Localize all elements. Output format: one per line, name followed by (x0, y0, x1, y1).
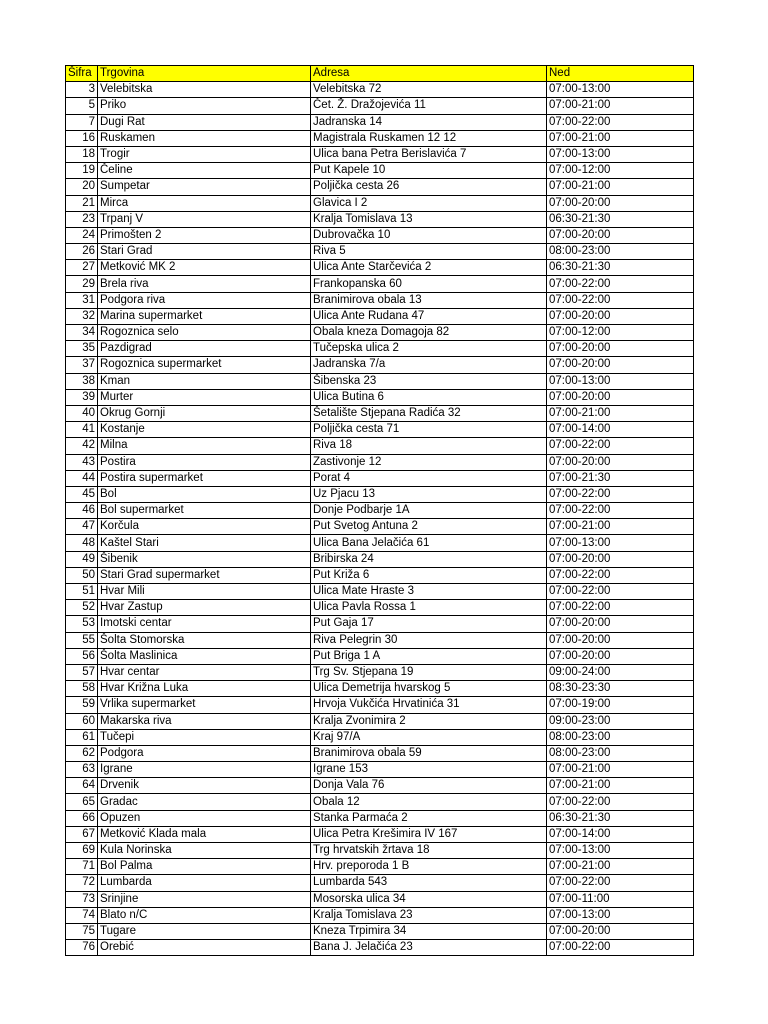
cell-adresa[interactable]: Jadranska 7/a (311, 357, 547, 373)
cell-sifra[interactable]: 24 (66, 227, 98, 243)
cell-trgovina[interactable]: Hvar centar (98, 664, 311, 680)
cell-adresa[interactable]: Porat 4 (311, 470, 547, 486)
cell-trgovina[interactable]: Kaštel Stari (98, 535, 311, 551)
cell-sifra[interactable]: 57 (66, 664, 98, 680)
cell-ned[interactable]: 06:30-21:30 (547, 260, 694, 276)
cell-trgovina[interactable]: Čeline (98, 163, 311, 179)
cell-adresa[interactable]: Uz Pjacu 13 (311, 486, 547, 502)
cell-sifra[interactable]: 50 (66, 567, 98, 583)
cell-sifra[interactable]: 53 (66, 616, 98, 632)
cell-ned[interactable]: 07:00-22:00 (547, 567, 694, 583)
cell-ned[interactable]: 08:00-23:00 (547, 745, 694, 761)
cell-ned[interactable]: 07:00-22:00 (547, 584, 694, 600)
cell-ned[interactable]: 07:00-21:00 (547, 130, 694, 146)
cell-trgovina[interactable]: Velebitska (98, 82, 311, 98)
table-row (66, 681, 694, 697)
cell-adresa[interactable]: Čet. Ž. Dražojevića 11 (311, 98, 547, 114)
cell-trgovina[interactable]: Postira (98, 454, 311, 470)
cell-adresa[interactable]: Mosorska ulica 34 (311, 891, 547, 907)
cell-trgovina[interactable]: Podgora riva (98, 292, 311, 308)
cell-adresa[interactable]: Kneza Trpimira 34 (311, 923, 547, 939)
cell-adresa[interactable]: Ulica Demetrija hvarskog 5 (311, 681, 547, 697)
cell-trgovina[interactable]: Metković MK 2 (98, 260, 311, 276)
table-row (66, 405, 694, 421)
cell-adresa[interactable]: Kralja Tomislava 23 (311, 907, 547, 923)
cell-trgovina[interactable]: Korčula (98, 519, 311, 535)
cell-adresa[interactable]: Donje Podbarje 1A (311, 503, 547, 519)
store-hours-table (65, 65, 694, 956)
cell-adresa[interactable]: Šetalište Stjepana Radića 32 (311, 405, 547, 421)
cell-trgovina[interactable]: Kman (98, 373, 311, 389)
cell-trgovina[interactable]: Kostanje (98, 422, 311, 438)
cell-sifra[interactable]: 65 (66, 794, 98, 810)
cell-sifra[interactable]: 56 (66, 648, 98, 664)
cell-sifra[interactable]: 35 (66, 341, 98, 357)
table-row (66, 260, 694, 276)
cell-adresa[interactable]: Igrane 153 (311, 762, 547, 778)
cell-sifra[interactable]: 32 (66, 308, 98, 324)
cell-ned[interactable]: 07:00-12:00 (547, 325, 694, 341)
cell-sifra[interactable]: 49 (66, 551, 98, 567)
cell-ned[interactable]: 07:00-13:00 (547, 82, 694, 98)
cell-sifra[interactable]: 75 (66, 923, 98, 939)
table-row (66, 762, 694, 778)
cell-trgovina[interactable]: Makarska riva (98, 713, 311, 729)
cell-ned[interactable]: 07:00-20:00 (547, 454, 694, 470)
cell-trgovina[interactable]: Marina supermarket (98, 308, 311, 324)
cell-adresa[interactable]: Obala kneza Domagoja 82 (311, 325, 547, 341)
cell-ned[interactable]: 07:00-21:00 (547, 98, 694, 114)
header-row (66, 66, 694, 82)
cell-adresa[interactable]: Glavica I 2 (311, 195, 547, 211)
cell-ned[interactable]: 07:00-20:00 (547, 923, 694, 939)
cell-trgovina[interactable]: Bol Palma (98, 859, 311, 875)
cell-ned[interactable]: 07:00-21:00 (547, 762, 694, 778)
cell-adresa[interactable]: Ulica Bana Jelačića 61 (311, 535, 547, 551)
cell-ned[interactable]: 07:00-21:00 (547, 859, 694, 875)
cell-sifra[interactable]: 3 (66, 82, 98, 98)
table-row (66, 341, 694, 357)
cell-ned[interactable]: 07:00-20:00 (547, 341, 694, 357)
cell-trgovina[interactable]: Milna (98, 438, 311, 454)
cell-ned[interactable]: 07:00-22:00 (547, 503, 694, 519)
table-row (66, 98, 694, 114)
cell-ned[interactable]: 09:00-23:00 (547, 713, 694, 729)
cell-adresa[interactable]: Ulica Ante Rudana 47 (311, 308, 547, 324)
table-row (66, 826, 694, 842)
cell-sifra[interactable]: 59 (66, 697, 98, 713)
table-row (66, 729, 694, 745)
cell-ned[interactable]: 07:00-20:00 (547, 616, 694, 632)
cell-trgovina[interactable]: Pazdigrad (98, 341, 311, 357)
cell-ned[interactable]: 07:00-22:00 (547, 292, 694, 308)
cell-ned[interactable]: 07:00-20:00 (547, 632, 694, 648)
cell-trgovina[interactable]: Ruskamen (98, 130, 311, 146)
table-row (66, 163, 694, 179)
table-row (66, 907, 694, 923)
cell-ned[interactable]: 07:00-22:00 (547, 114, 694, 130)
cell-trgovina[interactable]: Šolta Maslinica (98, 648, 311, 664)
cell-adresa[interactable]: Ulica Butina 6 (311, 389, 547, 405)
cell-adresa[interactable]: Poljička cesta 71 (311, 422, 547, 438)
cell-trgovina[interactable]: Stari Grad supermarket (98, 567, 311, 583)
cell-trgovina[interactable]: Murter (98, 389, 311, 405)
cell-ned[interactable]: 07:00-13:00 (547, 843, 694, 859)
header-sifra[interactable]: Šifra (66, 66, 98, 82)
cell-sifra[interactable]: 46 (66, 503, 98, 519)
cell-ned[interactable]: 07:00-22:00 (547, 794, 694, 810)
cell-adresa[interactable]: Hrvoja Vukčića Hrvatinića 31 (311, 697, 547, 713)
cell-trgovina[interactable]: Igrane (98, 762, 311, 778)
table-row (66, 503, 694, 519)
cell-sifra[interactable]: 26 (66, 244, 98, 260)
cell-ned[interactable]: 07:00-20:00 (547, 227, 694, 243)
cell-trgovina[interactable]: Opuzen (98, 810, 311, 826)
table-row (66, 454, 694, 470)
table-row (66, 325, 694, 341)
cell-sifra[interactable]: 27 (66, 260, 98, 276)
table-row (66, 859, 694, 875)
cell-trgovina[interactable]: Lumbarda (98, 875, 311, 891)
table-row (66, 843, 694, 859)
cell-trgovina[interactable]: Dugi Rat (98, 114, 311, 130)
cell-ned[interactable]: 07:00-13:00 (547, 373, 694, 389)
cell-ned[interactable]: 07:00-20:00 (547, 648, 694, 664)
cell-sifra[interactable]: 40 (66, 405, 98, 421)
cell-sifra[interactable]: 61 (66, 729, 98, 745)
cell-sifra[interactable]: 63 (66, 762, 98, 778)
table-row (66, 794, 694, 810)
cell-adresa[interactable]: Branimirova obala 59 (311, 745, 547, 761)
cell-adresa[interactable]: Ulica Petra Krešimira IV 167 (311, 826, 547, 842)
cell-sifra[interactable]: 55 (66, 632, 98, 648)
table-row (66, 664, 694, 680)
table-row (66, 227, 694, 243)
cell-sifra[interactable]: 64 (66, 778, 98, 794)
table-row (66, 438, 694, 454)
cell-sifra[interactable]: 7 (66, 114, 98, 130)
cell-trgovina[interactable]: Rogoznica supermarket (98, 357, 311, 373)
cell-adresa[interactable]: Riva 5 (311, 244, 547, 260)
table-row (66, 713, 694, 729)
cell-sifra[interactable]: 71 (66, 859, 98, 875)
cell-trgovina[interactable]: Hvar Križna Luka (98, 681, 311, 697)
table-row (66, 616, 694, 632)
cell-ned[interactable]: 07:00-20:00 (547, 308, 694, 324)
cell-ned[interactable]: 07:00-22:00 (547, 486, 694, 502)
table-row (66, 244, 694, 260)
cell-ned[interactable]: 07:00-21:00 (547, 778, 694, 794)
table-row (66, 357, 694, 373)
table-row (66, 519, 694, 535)
cell-ned[interactable]: 08:00-23:00 (547, 244, 694, 260)
cell-sifra[interactable]: 48 (66, 535, 98, 551)
table-row (66, 211, 694, 227)
cell-sifra[interactable]: 76 (66, 940, 98, 956)
cell-trgovina[interactable]: Mirca (98, 195, 311, 211)
cell-adresa[interactable]: Trg Sv. Stjepana 19 (311, 664, 547, 680)
header-ned[interactable]: Ned (547, 66, 694, 82)
cell-sifra[interactable]: 38 (66, 373, 98, 389)
cell-trgovina[interactable]: Drvenik (98, 778, 311, 794)
cell-sifra[interactable]: 52 (66, 600, 98, 616)
cell-trgovina[interactable]: Bol (98, 486, 311, 502)
cell-ned[interactable]: 07:00-11:00 (547, 891, 694, 907)
cell-sifra[interactable]: 58 (66, 681, 98, 697)
cell-adresa[interactable]: Ulica Pavla Rossa 1 (311, 600, 547, 616)
cell-adresa[interactable]: Put Svetog Antuna 2 (311, 519, 547, 535)
cell-sifra[interactable]: 31 (66, 292, 98, 308)
cell-ned[interactable]: 07:00-20:00 (547, 195, 694, 211)
cell-ned[interactable]: 07:00-20:00 (547, 389, 694, 405)
cell-ned[interactable]: 07:00-14:00 (547, 422, 694, 438)
cell-adresa[interactable]: Stanka Parmaća 2 (311, 810, 547, 826)
cell-ned[interactable]: 07:00-13:00 (547, 907, 694, 923)
cell-adresa[interactable]: Kralja Tomislava 13 (311, 211, 547, 227)
cell-ned[interactable]: 07:00-20:00 (547, 357, 694, 373)
cell-trgovina[interactable]: Tučepi (98, 729, 311, 745)
cell-adresa[interactable]: Trg hrvatskih žrtava 18 (311, 843, 547, 859)
cell-sifra[interactable]: 72 (66, 875, 98, 891)
cell-trgovina[interactable]: Gradac (98, 794, 311, 810)
cell-trgovina[interactable]: Brela riva (98, 276, 311, 292)
cell-adresa[interactable]: Dubrovačka 10 (311, 227, 547, 243)
cell-sifra[interactable]: 69 (66, 843, 98, 859)
cell-ned[interactable]: 07:00-22:00 (547, 276, 694, 292)
cell-sifra[interactable]: 23 (66, 211, 98, 227)
table-row (66, 891, 694, 907)
cell-ned[interactable]: 07:00-20:00 (547, 551, 694, 567)
cell-trgovina[interactable]: Postira supermarket (98, 470, 311, 486)
cell-trgovina[interactable]: Srinjine (98, 891, 311, 907)
cell-adresa[interactable]: Put Gaja 17 (311, 616, 547, 632)
cell-trgovina[interactable]: Hvar Mili (98, 584, 311, 600)
cell-ned[interactable]: 07:00-21:00 (547, 179, 694, 195)
cell-trgovina[interactable]: Tugare (98, 923, 311, 939)
cell-sifra[interactable]: 29 (66, 276, 98, 292)
cell-adresa[interactable]: Riva Pelegrin 30 (311, 632, 547, 648)
cell-adresa[interactable]: Magistrala Ruskamen 12 12 (311, 130, 547, 146)
cell-ned[interactable]: 06:30-21:30 (547, 810, 694, 826)
cell-trgovina[interactable]: Podgora (98, 745, 311, 761)
table-row (66, 292, 694, 308)
cell-trgovina[interactable]: Šolta Stomorska (98, 632, 311, 648)
table-row (66, 422, 694, 438)
cell-sifra[interactable]: 45 (66, 486, 98, 502)
cell-ned[interactable]: 07:00-13:00 (547, 146, 694, 162)
cell-adresa[interactable]: Kraj 97/A (311, 729, 547, 745)
cell-ned[interactable]: 07:00-14:00 (547, 826, 694, 842)
cell-adresa[interactable]: Ulica Mate Hraste 3 (311, 584, 547, 600)
cell-trgovina[interactable]: Rogoznica selo (98, 325, 311, 341)
cell-trgovina[interactable]: Vrlika supermarket (98, 697, 311, 713)
table-row (66, 778, 694, 794)
table-row (66, 470, 694, 486)
table-row (66, 940, 694, 956)
cell-ned[interactable]: 07:00-21:30 (547, 470, 694, 486)
table-row (66, 389, 694, 405)
cell-trgovina[interactable]: Šibenik (98, 551, 311, 567)
cell-ned[interactable]: 07:00-22:00 (547, 600, 694, 616)
cell-sifra[interactable]: 66 (66, 810, 98, 826)
cell-trgovina[interactable]: Priko (98, 98, 311, 114)
cell-sifra[interactable]: 73 (66, 891, 98, 907)
table-row (66, 584, 694, 600)
cell-ned[interactable]: 07:00-22:00 (547, 875, 694, 891)
cell-adresa[interactable]: Donja Vala 76 (311, 778, 547, 794)
cell-adresa[interactable]: Riva 18 (311, 438, 547, 454)
table-row (66, 648, 694, 664)
cell-sifra[interactable]: 39 (66, 389, 98, 405)
cell-sifra[interactable]: 20 (66, 179, 98, 195)
cell-sifra[interactable]: 42 (66, 438, 98, 454)
table-row (66, 745, 694, 761)
cell-ned[interactable]: 07:00-21:00 (547, 405, 694, 421)
cell-adresa[interactable]: Šibenska 23 (311, 373, 547, 389)
cell-ned[interactable]: 08:30-23:30 (547, 681, 694, 697)
header-trgovina[interactable]: Trgovina (98, 66, 311, 82)
cell-sifra[interactable]: 18 (66, 146, 98, 162)
cell-sifra[interactable]: 34 (66, 325, 98, 341)
cell-adresa[interactable]: Put Križa 6 (311, 567, 547, 583)
table-row (66, 810, 694, 826)
table-row (66, 535, 694, 551)
cell-trgovina[interactable]: Primošten 2 (98, 227, 311, 243)
table-row (66, 632, 694, 648)
table-row (66, 195, 694, 211)
table-row (66, 551, 694, 567)
cell-ned[interactable]: 06:30-21:30 (547, 211, 694, 227)
cell-trgovina[interactable]: Okrug Gornji (98, 405, 311, 421)
cell-adresa[interactable]: Put Briga 1 A (311, 648, 547, 664)
cell-sifra[interactable]: 44 (66, 470, 98, 486)
cell-trgovina[interactable]: Metković Klada mala (98, 826, 311, 842)
cell-sifra[interactable]: 67 (66, 826, 98, 842)
cell-trgovina[interactable]: Trpanj V (98, 211, 311, 227)
table-row (66, 308, 694, 324)
table-row (66, 373, 694, 389)
table-row (66, 146, 694, 162)
cell-trgovina[interactable]: Kula Norinska (98, 843, 311, 859)
cell-adresa[interactable]: Jadranska 14 (311, 114, 547, 130)
cell-adresa[interactable]: Zastivonje 12 (311, 454, 547, 470)
cell-sifra[interactable]: 16 (66, 130, 98, 146)
cell-adresa[interactable]: Ulica bana Petra Berislavića 7 (311, 146, 547, 162)
cell-trgovina[interactable]: Imotski centar (98, 616, 311, 632)
table-row (66, 276, 694, 292)
table-row (66, 923, 694, 939)
cell-adresa[interactable]: Bana J. Jelačića 23 (311, 940, 547, 956)
cell-adresa[interactable]: Kralja Zvonimira 2 (311, 713, 547, 729)
cell-sifra[interactable]: 51 (66, 584, 98, 600)
cell-sifra[interactable]: 37 (66, 357, 98, 373)
cell-trgovina[interactable]: Hvar Zastup (98, 600, 311, 616)
cell-ned[interactable]: 07:00-19:00 (547, 697, 694, 713)
cell-ned[interactable]: 08:00-23:00 (547, 729, 694, 745)
table-row (66, 486, 694, 502)
cell-ned[interactable]: 07:00-22:00 (547, 940, 694, 956)
cell-adresa[interactable]: Bribirska 24 (311, 551, 547, 567)
table-row (66, 600, 694, 616)
table-body (66, 82, 694, 956)
cell-trgovina[interactable]: Blato n/C (98, 907, 311, 923)
cell-sifra[interactable]: 74 (66, 907, 98, 923)
cell-trgovina[interactable]: Orebić (98, 940, 311, 956)
cell-ned[interactable]: 07:00-12:00 (547, 163, 694, 179)
cell-adresa[interactable]: Hrv. preporoda 1 B (311, 859, 547, 875)
table-row (66, 82, 694, 98)
table-row (66, 567, 694, 583)
table-row (66, 130, 694, 146)
cell-ned[interactable]: 07:00-21:00 (547, 519, 694, 535)
cell-ned[interactable]: 07:00-13:00 (547, 535, 694, 551)
cell-sifra[interactable]: 21 (66, 195, 98, 211)
cell-trgovina[interactable]: Trogir (98, 146, 311, 162)
cell-trgovina[interactable]: Bol supermarket (98, 503, 311, 519)
cell-trgovina[interactable]: Stari Grad (98, 244, 311, 260)
cell-sifra[interactable]: 19 (66, 163, 98, 179)
cell-adresa[interactable]: Put Kapele 10 (311, 163, 547, 179)
cell-sifra[interactable]: 41 (66, 422, 98, 438)
cell-adresa[interactable]: Tučepska ulica 2 (311, 341, 547, 357)
header-adresa[interactable]: Adresa (311, 66, 547, 82)
cell-adresa[interactable]: Poljička cesta 26 (311, 179, 547, 195)
cell-ned[interactable]: 09:00-24:00 (547, 664, 694, 680)
cell-adresa[interactable]: Branimirova obala 13 (311, 292, 547, 308)
table-row (66, 179, 694, 195)
cell-adresa[interactable]: Obala 12 (311, 794, 547, 810)
cell-adresa[interactable]: Frankopanska 60 (311, 276, 547, 292)
cell-adresa[interactable]: Lumbarda 543 (311, 875, 547, 891)
cell-sifra[interactable]: 43 (66, 454, 98, 470)
cell-ned[interactable]: 07:00-22:00 (547, 438, 694, 454)
cell-sifra[interactable]: 5 (66, 98, 98, 114)
cell-sifra[interactable]: 60 (66, 713, 98, 729)
table-row (66, 114, 694, 130)
cell-adresa[interactable]: Velebitska 72 (311, 82, 547, 98)
cell-adresa[interactable]: Ulica Ante Starčevića 2 (311, 260, 547, 276)
cell-sifra[interactable]: 62 (66, 745, 98, 761)
table-row (66, 875, 694, 891)
table-row (66, 697, 694, 713)
cell-trgovina[interactable]: Sumpetar (98, 179, 311, 195)
cell-sifra[interactable]: 47 (66, 519, 98, 535)
